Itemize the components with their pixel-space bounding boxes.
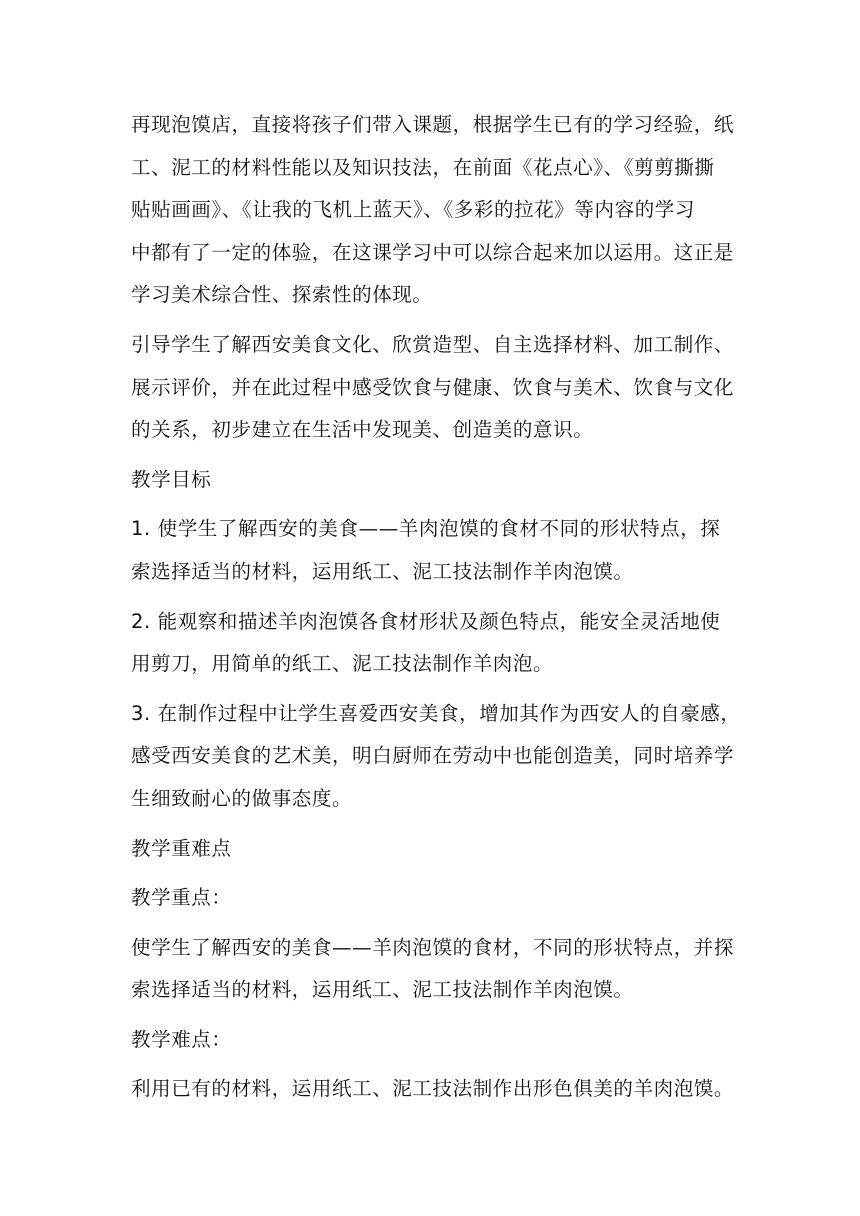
key-difficult-heading [131, 828, 731, 871]
text-line: 感受西安美食的艺术美，明白厨师在劳动中也能创造美，同时培养学 [131, 744, 735, 768]
difficult-point-paragraph [131, 1068, 735, 1111]
text-line: 贴贴画画》、《让我的飞机上蓝天》、《多彩的拉花》等内容的学习 [131, 198, 696, 222]
difficult-point-heading [131, 1019, 731, 1062]
text-line: 索选择适当的材料，运用纸工、泥工技法制作羊肉泡馍。 [131, 978, 634, 1002]
key-point-heading [131, 877, 731, 920]
text-line: 生细致耐心的做事态度。 [131, 786, 353, 810]
text-line: 工、泥工的材料性能以及知识技法，在前面《花点心》、《剪剪撕撕 [131, 155, 715, 179]
intro-paragraph [131, 104, 735, 317]
guide-paragraph [131, 324, 735, 452]
text-line: 再现泡馍店，直接将孩子们带入课题，根据学生已有的学习经验，纸 [131, 113, 735, 136]
heading-text: 教学重难点 [131, 836, 232, 860]
heading-text: 教学难点： [131, 1027, 232, 1051]
goals-heading [131, 459, 731, 502]
text-line: 2. 能观察和描述羊肉泡馍各食材形状及颜色特点，能安全灵活地使 [131, 609, 721, 633]
text-line: 索选择适当的材料，运用纸工、泥工技法制作羊肉泡馍。 [131, 559, 634, 583]
text-line: 利用已有的材料，运用纸工、泥工技法制作出形色俱美的羊肉泡馍。 [131, 1077, 735, 1101]
heading-text: 教学目标 [131, 467, 212, 491]
goal-item-2 [131, 601, 731, 686]
key-point-paragraph [131, 927, 735, 1012]
document-page [131, 104, 741, 1118]
text-line: 展示评价，并在此过程中感受饮食与健康、饮食与美术、饮食与文化 [131, 375, 735, 399]
text-line: 中都有了一定的体验，在这课学习中可以综合起来加以运用。这正是 [131, 240, 735, 264]
text-line: 3. 在制作过程中让学生喜爱西安美食，增加其作为西安人的自豪感， [131, 701, 741, 725]
text-line: 学习美术综合性、探索性的体现。 [131, 283, 433, 307]
text-line: 1. 使学生了解西安的美食——羊肉泡馍的食材不同的形状特点，探 [131, 517, 721, 541]
text-line: 引导学生了解西安美食文化、欣赏造型、自主选择材料、加工制作、 [131, 332, 735, 356]
heading-text: 教学重点： [131, 886, 232, 910]
text-line: 用剪刀，用简单的纸工、泥工技法制作羊肉泡。 [131, 652, 554, 676]
text-line: 的关系，初步建立在生活中发现美、创造美的意识。 [131, 418, 594, 442]
goal-item-3 [131, 693, 741, 821]
goal-item-1 [131, 508, 731, 593]
text-line: 使学生了解西安的美食——羊肉泡馍的食材，不同的形状特点，并探 [131, 935, 735, 959]
